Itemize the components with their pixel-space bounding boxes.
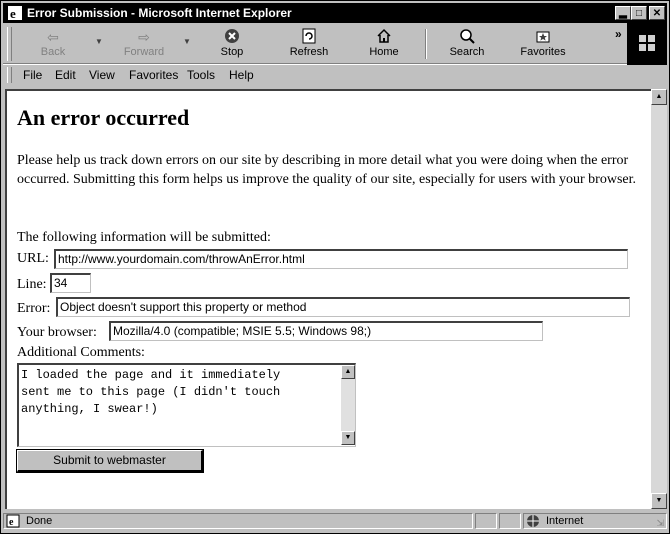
status-pane <box>3 513 473 529</box>
forward-label: Forward <box>123 46 165 58</box>
minimize-button[interactable] <box>615 6 631 20</box>
forward-arrow-icon: ⇨ <box>138 29 150 45</box>
browser-field[interactable]: Mozilla/4.0 (compatible; MSIE 5.5; Windows 98;) <box>109 321 543 341</box>
home-button[interactable] <box>359 25 409 63</box>
comments-label: Additional Comments: <box>17 345 145 360</box>
zone-text: Internet <box>546 515 584 527</box>
ie-app-icon[interactable] <box>7 5 23 21</box>
refresh-label: Refresh <box>289 46 329 58</box>
svg-text:e: e <box>10 6 16 21</box>
resize-grip-icon[interactable]: ⇲ <box>656 518 664 528</box>
menu-file[interactable]: File <box>23 68 43 82</box>
info-label: The following information will be submitted: <box>17 230 271 245</box>
refresh-button[interactable] <box>281 25 337 63</box>
stop-label: Stop <box>220 46 244 58</box>
comments-text: I loaded the page and it immediately sent me to this page (I didn't touch anything, I swear!) <box>21 368 281 416</box>
line-label: Line: <box>17 277 47 292</box>
refresh-icon <box>281 28 337 46</box>
forward-button[interactable] <box>111 25 177 63</box>
svg-text:e: e <box>9 517 14 528</box>
globe-icon <box>526 514 540 528</box>
back-arrow-icon: ⇦ <box>47 29 59 45</box>
title-bar <box>3 3 667 23</box>
favorites-label: Favorites <box>520 46 566 58</box>
browser-label: Your browser: <box>17 325 97 340</box>
page-title: An error occurred <box>17 105 190 130</box>
page-scroll-down-icon[interactable]: ▼ <box>651 493 667 509</box>
search-button[interactable] <box>439 25 495 63</box>
home-label: Home <box>369 46 399 58</box>
intro-text: Please help us track down errors on our site by describing in more detail what you were doing when the error occurred. Submitting this form helps us improve the quality of our site, especially for users with your browser. <box>17 153 636 187</box>
favorites-icon <box>513 28 573 46</box>
search-icon <box>439 28 495 46</box>
scroll-up-icon[interactable]: ▲ <box>341 365 355 379</box>
back-button[interactable] <box>25 25 81 63</box>
minimize-icon: ▂ <box>619 8 627 19</box>
status-pane-security <box>499 513 521 529</box>
comments-textarea[interactable] <box>17 363 356 447</box>
menu-edit[interactable]: Edit <box>55 68 76 82</box>
status-text: Done <box>26 515 53 527</box>
forward-dropdown-icon[interactable]: ▼ <box>183 37 191 46</box>
url-label: URL: <box>17 251 49 266</box>
menu-favorites[interactable]: Favorites <box>129 68 179 82</box>
home-icon <box>359 28 409 46</box>
comments-scrollbar[interactable] <box>341 365 355 445</box>
favorites-button[interactable] <box>513 25 573 63</box>
menu-view[interactable]: View <box>89 68 115 82</box>
maximize-button[interactable] <box>631 6 647 20</box>
line-field[interactable]: 34 <box>50 273 91 293</box>
menu-tools[interactable]: Tools <box>187 68 216 82</box>
toolbar-separator <box>425 29 427 59</box>
url-field[interactable]: http://www.yourdomain.com/throwAnError.html <box>54 249 628 269</box>
scroll-down-icon[interactable]: ▼ <box>341 431 355 445</box>
close-button[interactable] <box>649 6 665 20</box>
search-label: Search <box>449 46 485 58</box>
back-dropdown-icon[interactable]: ▼ <box>95 37 103 46</box>
error-field[interactable]: Object doesn't support this property or method <box>56 297 630 317</box>
menubar-grip[interactable] <box>7 67 12 83</box>
page-content <box>5 89 651 509</box>
toolbar-grip[interactable] <box>7 27 12 61</box>
status-pane-progress <box>475 513 497 529</box>
toolbar-chevron-icon[interactable]: » <box>615 27 622 41</box>
windows-logo <box>627 23 667 65</box>
maximize-icon: □ <box>635 8 643 19</box>
submit-button[interactable]: Submit to webmaster <box>17 450 203 472</box>
window-title: Error Submission - Microsoft Internet Explorer <box>27 6 292 20</box>
menu-bar <box>3 65 667 85</box>
page-status-icon <box>6 514 20 528</box>
stop-icon <box>207 28 257 46</box>
page-scrollbar[interactable] <box>651 89 667 509</box>
menu-help[interactable]: Help <box>229 68 254 82</box>
zone-pane <box>523 513 667 529</box>
page-scroll-up-icon[interactable]: ▲ <box>651 89 667 105</box>
status-bar <box>3 511 667 531</box>
back-label: Back <box>40 46 66 58</box>
error-label: Error: <box>17 301 51 316</box>
stop-button[interactable] <box>207 25 257 63</box>
standard-toolbar <box>3 25 623 63</box>
close-icon: ✕ <box>652 8 662 19</box>
